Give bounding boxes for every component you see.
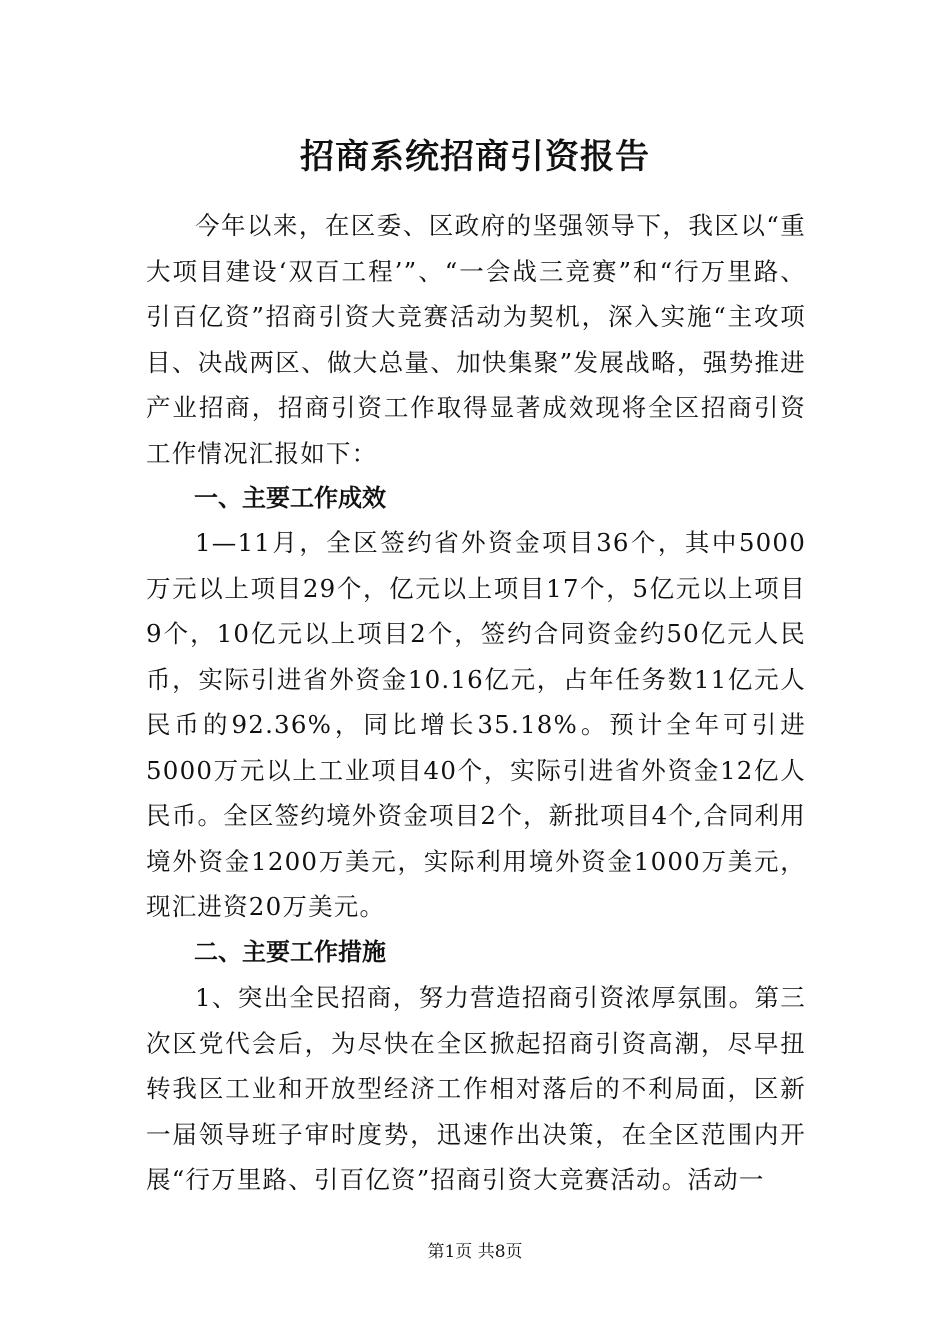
achievements-paragraph: 1—11月，全区签约省外资金项目36个，其中5000万元以上项目29个，亿元以上项目17个，5亿元以上项目9个，10亿元以上项目2个，签约合同资金约50亿元人民币，实际引进省外资金10.16亿元，占年任务数11亿元人民币的92.36%，同比增长35.18%。预计全年可引进5000万元以上工业项目40个，实际引进省外资金12亿人民币。全区签约境外资金项目2个，新批项目4个,合同利用境外资金1200万美元，实际利用境外资金1000万美元，现汇进资20万美元。 (146, 528, 806, 921)
intro-paragraph: 今年以来，在区委、区政府的坚强领导下，我区以“重大项目建设‘双百工程’”、“一会战三竞赛”和“行万里路、引百亿资”招商引资大竞赛活动为契机，深入实施“主攻项目、决战两区、做大总量、加快集聚”发展战略，强势推进产业招商，招商引资工作取得显著成效现将全区招商引资工作情况汇报如下： (146, 211, 806, 468)
page-number: 第1页 共8页 (427, 1242, 523, 1262)
section-heading-achievements: 一、主要工作成效 (194, 484, 386, 512)
section-heading-measures: 二、主要工作措施 (194, 938, 386, 966)
document-title: 招商系统招商引资报告 (300, 137, 650, 177)
measures-paragraph: 1、突出全民招商，努力营造招商引资浓厚氛围。第三次区党代会后，为尽快在全区掀起招商引资高潮，尽早扭转我区工业和开放型经济工作相对落后的不利局面，区新一届领导班子审时度势，迅速作出决策，在全区范围内开展“行万里路、引百亿资”招商引资大竞赛活动。活动一 (146, 983, 806, 1194)
